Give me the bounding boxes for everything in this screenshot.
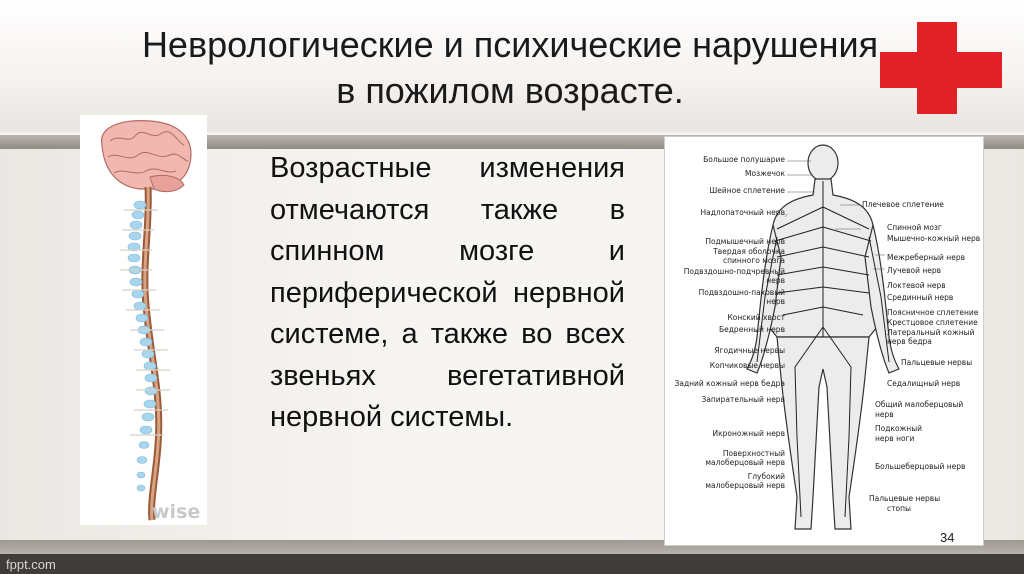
label-myshechno-kozhnyy-nerv: Мышечно-кожный нерв [887,234,981,243]
label-poyasnichnoe-spletenie: Поясничное сплетение [887,308,979,317]
label-podvzdoshno-podchrevnyy: Подвздошно-подчревный [683,267,785,276]
label-spinnoy-mozg: Спинной мозг [887,223,942,232]
label-glubokiy: Глубокий [747,472,785,481]
label-bedrennyy-nerv: Бедренный нерв [718,325,785,334]
footer-bar [0,554,1024,574]
spinal-cord-illustration [80,115,207,525]
label-nadlopatochnyy-nerv: Надлопаточный нерв [700,208,785,217]
label-yagodichnye-nervy: Ягодичные нервы [714,346,785,355]
label-podvzdoshno-pakhovyy-nerv: нерв [766,297,785,306]
label-zapiratelnyy-nerv: Запирательный нерв [701,395,785,404]
label-paltsevye-nervy: Пальцевые нервы [901,358,973,367]
slide-title [60,22,960,114]
title-line-1: Неврологические и психические нарушения [141,24,879,65]
label-konskiy-khvost: Конский хвост [727,313,785,322]
label-nerv-bedra: нерв бедра [887,337,932,346]
label-sheynoe-spletenie: Шейное сплетение [709,186,785,195]
label-bolshoe-polusharie: Большое полушарие [703,155,785,164]
title-line-2: в пожилом возрасте. [336,70,684,111]
label-podkozhnyy: Подкожный [875,424,922,433]
label-obshchiy-maloberc-nerv: нерв [875,410,894,419]
label-kresttsovoe-spletenie: Крестцовое сплетение [887,318,978,327]
label-nerv-nogi: нерв ноги [875,434,915,443]
label-plechevoe-spletenie: Плечевое сплетение [862,200,944,209]
label-podvzdoshno-podchrevnyy-nerv: нерв [766,276,785,285]
page-number: 34 [940,530,955,545]
label-luchevoy-nerv: Лучевой нерв [887,266,942,275]
label-poverkhnostnyy-maloberc: малоберцовый нерв [705,458,785,467]
label-podvzdoshno-pakhovyy: Подвздошно-паховый [698,288,785,297]
footer-logo: fppt.com [6,557,56,572]
label-mozzhechok: Мозжечок [745,169,785,178]
label-poverkhnostnyy: Поверхностный [722,449,785,458]
label-podmyshechnyy-nerv: Подмышечный нерв [705,237,785,246]
label-paltsevye-nervy-stopy: Пальцевые нервы [869,494,941,503]
label-loktevoy-nerv: Локтевой нерв [887,281,946,290]
label-stopy: стопы [887,504,911,513]
label-lateralnyy-kozhnyy: Латеральный кожный [887,328,975,337]
label-bolshebertsovyy-nerv: Большеберцовый нерв [875,462,966,471]
label-glubokiy-maloberc: малоберцовый нерв [705,481,785,490]
label-sredinnyy-nerv: Срединный нерв [887,293,954,302]
label-tverdaya-obolochka: Твердая оболочка [713,247,785,256]
watermark-text: wise [152,501,201,523]
label-zadniy-kozhnyy-nerv-bedra: Задний кожный нерв бедра [674,379,785,388]
red-cross-icon [880,22,1002,114]
label-mezhrebernyy-nerv: Межреберный нерв [887,253,965,262]
label-kopchikovye-nervy: Копчиковые нервы [709,361,785,370]
label-spinnogo-mozga: спинного мозга [723,256,785,265]
label-sedalishchnyy-nerv: Седалищный нерв [887,379,961,388]
label-ikronozhnyy-nerv: Икроножный нерв [712,429,785,438]
body-paragraph: Возрастные изменения отмечаются также в спинном мозге и периферической нервной системе, а также во всех звеньях вегетативной нервной системы. [270,152,625,433]
label-obshchiy-maloberc: Общий малоберцовый [875,400,964,409]
nervous-system-diagram [664,136,984,546]
